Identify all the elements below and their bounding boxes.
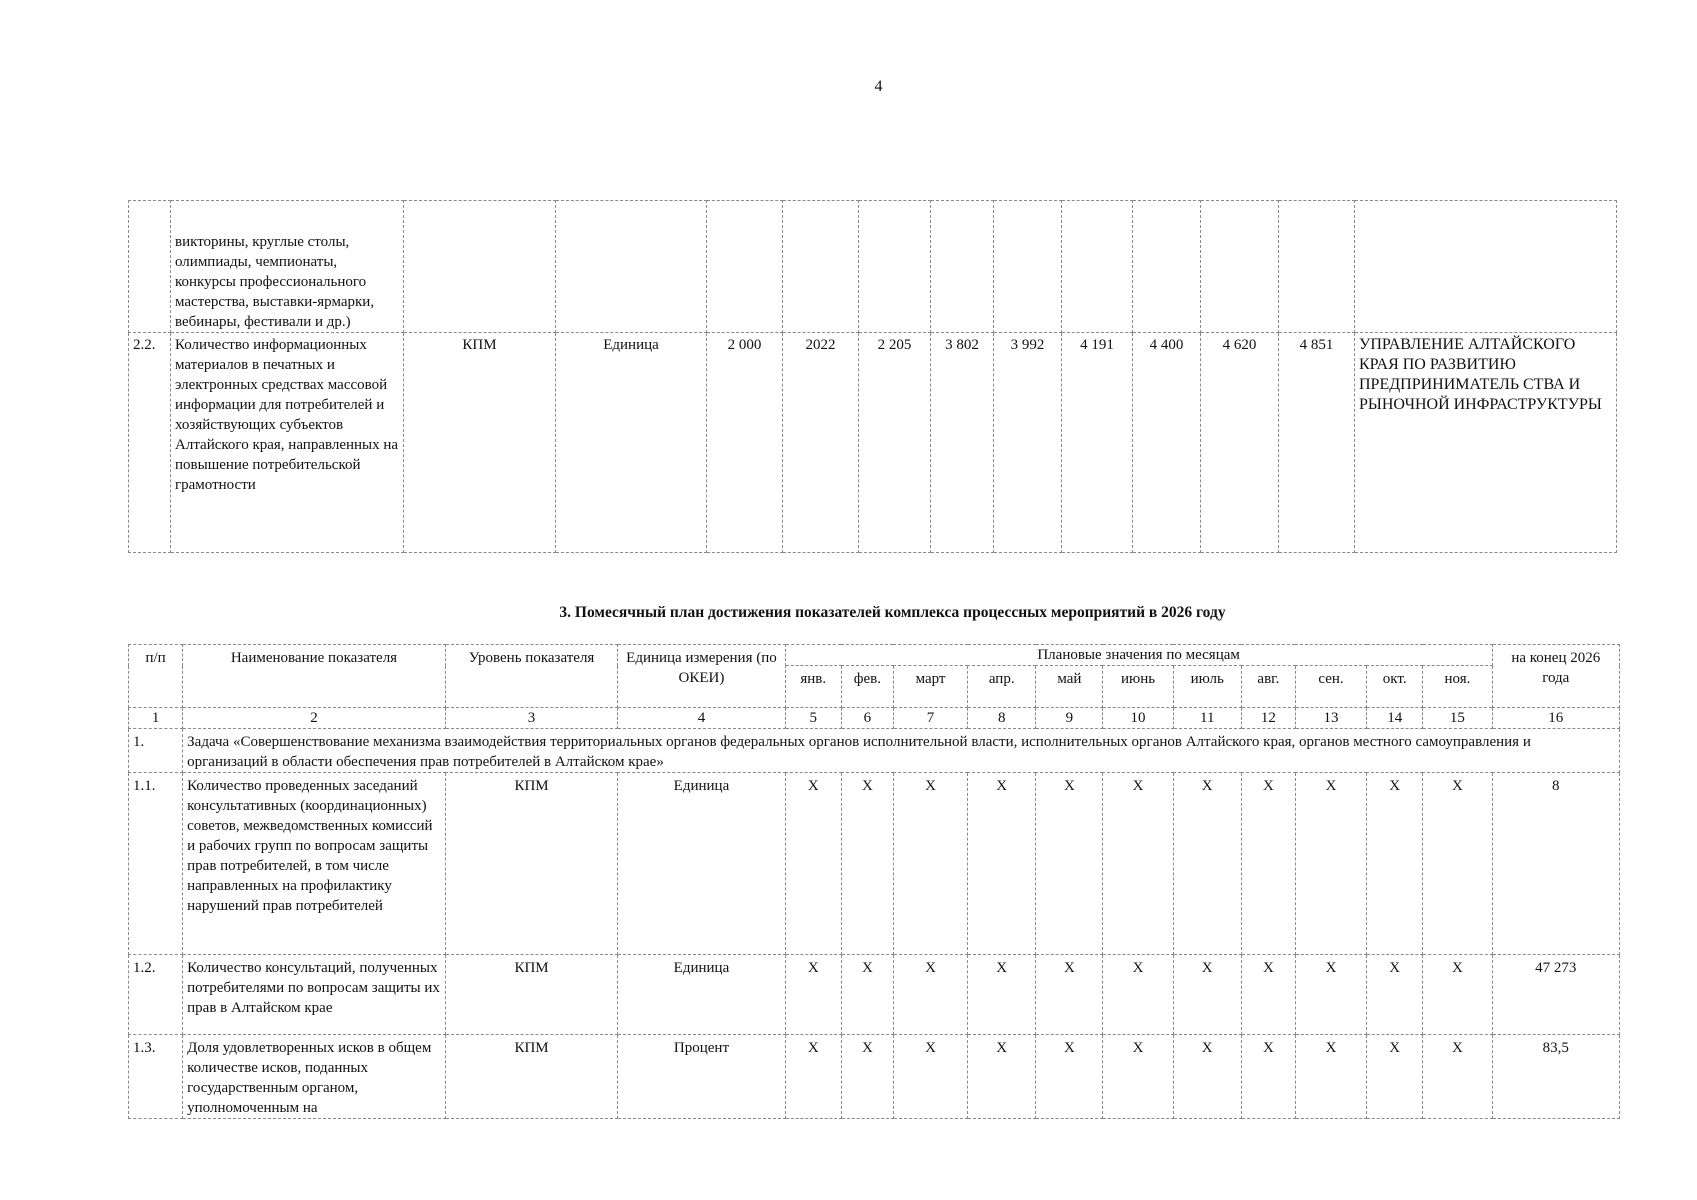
header-month: фев. — [841, 666, 893, 708]
header-num: п/п — [129, 645, 183, 708]
month-value: X — [1423, 955, 1492, 1035]
indicator-name: Количество консультаций, полученных потребителями по вопросам защиты их прав в Алтайском крае — [183, 955, 446, 1035]
header-year-end: на конец 2026 года — [1492, 645, 1619, 708]
month-value: X — [785, 773, 841, 955]
month-value: X — [1295, 1035, 1366, 1119]
month-value: X — [785, 955, 841, 1035]
task-row — [129, 729, 1620, 773]
value-cell: 2 205 — [859, 333, 931, 553]
value-cell: 4 620 — [1201, 333, 1279, 553]
month-value: X — [1241, 1035, 1295, 1119]
month-value: X — [841, 955, 893, 1035]
column-number: 10 — [1103, 708, 1173, 729]
month-value: X — [1036, 1035, 1103, 1119]
indicator-level: КПМ — [404, 333, 556, 553]
table-row — [129, 1035, 1620, 1119]
month-value: X — [1423, 773, 1492, 955]
indicator-name: Доля удовлетворенных исков в общем количестве исков, поданных государственным органом, уполномоченным на — [183, 1035, 446, 1119]
table-row — [129, 333, 1617, 553]
unit: Единица — [618, 773, 785, 955]
month-value: X — [893, 1035, 967, 1119]
header-month: янв. — [785, 666, 841, 708]
month-value: X — [1103, 955, 1173, 1035]
month-value: X — [1367, 773, 1423, 955]
indicator-name: викторины, круглые столы, олимпиады, чемпионаты, конкурсы профессионального мастерства, выставки-ярмарки, вебинары, фестивали и др.) — [171, 201, 404, 333]
month-value: X — [1173, 1035, 1241, 1119]
header-row — [129, 645, 1620, 666]
column-number: 14 — [1367, 708, 1423, 729]
value-cell: 3 992 — [994, 333, 1062, 553]
month-value: X — [1241, 773, 1295, 955]
column-number: 15 — [1423, 708, 1492, 729]
header-month: авг. — [1241, 666, 1295, 708]
year-end-value: 83,5 — [1492, 1035, 1619, 1119]
month-value: X — [968, 1035, 1036, 1119]
indicator-level: КПМ — [445, 955, 617, 1035]
column-number: 13 — [1295, 708, 1366, 729]
month-value: X — [841, 773, 893, 955]
month-value: X — [893, 955, 967, 1035]
header-month: май — [1036, 666, 1103, 708]
column-number: 1 — [129, 708, 183, 729]
row-number: 1.1. — [129, 773, 183, 955]
unit: Единица — [556, 333, 707, 553]
header-month: март — [893, 666, 967, 708]
month-value: X — [1173, 773, 1241, 955]
column-numbers-row — [129, 708, 1620, 729]
month-value: X — [1367, 1035, 1423, 1119]
month-value: X — [1103, 1035, 1173, 1119]
column-number: 7 — [893, 708, 967, 729]
indicator-level: КПМ — [445, 773, 617, 955]
row-number: 2.2. — [129, 333, 171, 553]
month-value: X — [1103, 773, 1173, 955]
section-title: 3. Помесячный план достижения показателей комплекса процессных мероприятий в 2026 году — [559, 604, 1226, 621]
indicator-level: КПМ — [445, 1035, 617, 1119]
header-name: Наименование показателя — [183, 645, 446, 708]
year-end-value: 47 273 — [1492, 955, 1619, 1035]
column-number: 11 — [1173, 708, 1241, 729]
header-level: Уровень показателя — [445, 645, 617, 708]
header-month: июнь — [1103, 666, 1173, 708]
column-number: 9 — [1036, 708, 1103, 729]
unit: Единица — [618, 955, 785, 1035]
value-cell: 3 802 — [931, 333, 994, 553]
month-value: X — [968, 955, 1036, 1035]
unit: Процент — [618, 1035, 785, 1119]
header-month: сен. — [1295, 666, 1366, 708]
monthly-plan-table — [128, 644, 1620, 1119]
column-number: 4 — [618, 708, 785, 729]
table-row — [129, 201, 1617, 333]
column-number: 12 — [1241, 708, 1295, 729]
responsible-organization: УПРАВЛЕНИЕ АЛТАЙСКОГО КРАЯ ПО РАЗВИТИЮ ПРЕДПРИНИМАТЕЛЬ СТВА И РЫНОЧНОЙ ИНФРАСТРУКТУРЫ — [1355, 333, 1617, 553]
column-number: 6 — [841, 708, 893, 729]
value-cell: 4 851 — [1279, 333, 1355, 553]
row-number: 1.3. — [129, 1035, 183, 1119]
column-number: 2 — [183, 708, 446, 729]
month-value: X — [1367, 955, 1423, 1035]
value-cell: 4 400 — [1133, 333, 1201, 553]
month-value: X — [1036, 955, 1103, 1035]
month-value: X — [841, 1035, 893, 1119]
header-month: окт. — [1367, 666, 1423, 708]
column-number: 16 — [1492, 708, 1619, 729]
month-value: X — [1173, 955, 1241, 1035]
table-row — [129, 773, 1620, 955]
indicator-name: Количество проведенных заседаний консультативных (координационных) советов, межведомственных комиссий и рабочих групп по вопросам защиты прав потребителей, в том числе направленных на профилактику нарушений прав потребителей — [183, 773, 446, 955]
month-value: X — [1295, 773, 1366, 955]
row-number: 1.2. — [129, 955, 183, 1035]
month-value: X — [1295, 955, 1366, 1035]
page-number: 4 — [874, 78, 883, 95]
column-number: 8 — [968, 708, 1036, 729]
indicator-name: Количество информационных материалов в печатных и электронных средствах массовой информации для потребителей и хозяйствующих субъектов Алтайского края, направленных на повышение потребительской грамотности — [171, 333, 404, 553]
task-text: Задача «Совершенствование механизма взаимодействия территориальных органов федеральных органов исполнительной власти, исполнительных органов Алтайского края, органов местного самоуправления и организаций в области обеспечения прав потребителей в Алтайском крае» — [183, 729, 1620, 773]
base-value: 2 000 — [707, 333, 783, 553]
month-value: X — [968, 773, 1036, 955]
base-year: 2022 — [783, 333, 859, 553]
month-value: X — [1423, 1035, 1492, 1119]
month-value: X — [893, 773, 967, 955]
header-month: ноя. — [1423, 666, 1492, 708]
value-cell: 4 191 — [1062, 333, 1133, 553]
month-value: X — [785, 1035, 841, 1119]
indicators-table-continued — [128, 200, 1617, 553]
table-row — [129, 955, 1620, 1035]
column-number: 5 — [785, 708, 841, 729]
month-value: X — [1036, 773, 1103, 955]
row-number: 1. — [129, 729, 183, 773]
month-value: X — [1241, 955, 1295, 1035]
year-end-value: 8 — [1492, 773, 1619, 955]
header-unit: Единица измерения (по ОКЕИ) — [618, 645, 785, 708]
header-month: июль — [1173, 666, 1241, 708]
header-month: апр. — [968, 666, 1036, 708]
header-monthly: Плановые значения по месяцам — [785, 645, 1492, 666]
column-number: 3 — [445, 708, 617, 729]
